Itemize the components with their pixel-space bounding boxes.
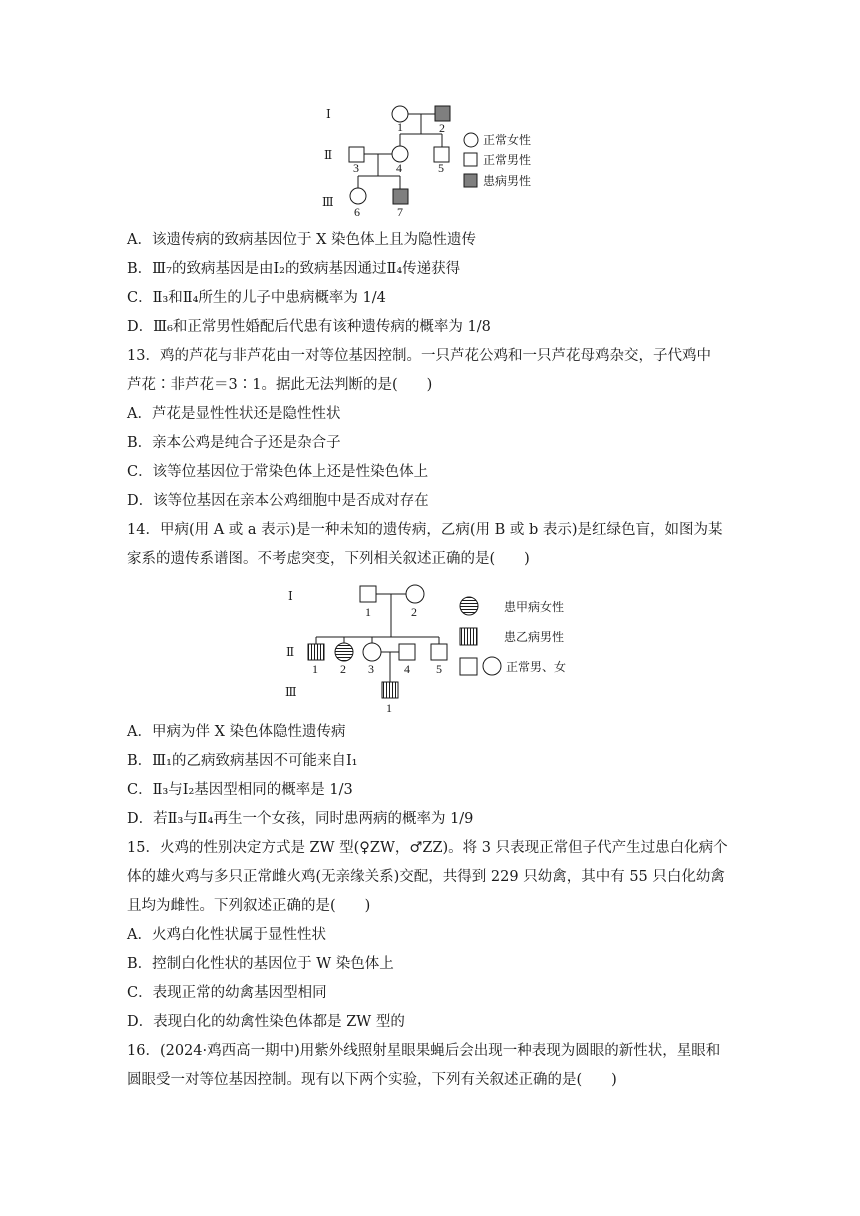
pedigree-figure-1 <box>320 96 550 224</box>
id2-II-3: 3 <box>368 662 374 676</box>
q13-option-c: C．该等位基因位于常染色体上还是性染色体上 <box>127 464 429 480</box>
id-II-3: 3 <box>353 161 359 175</box>
id2-I-2: 2 <box>411 605 417 619</box>
gen-label-3: Ⅲ <box>322 195 334 209</box>
q13-option-a: A．芦花是显性性状还是隐性性状 <box>127 406 341 422</box>
q12-option-b: B．Ⅲ₇的致病基因是由Ⅰ₂的致病基因通过Ⅱ₄传递获得 <box>127 261 461 277</box>
gen-label-2: Ⅱ <box>324 148 333 162</box>
id2-II-5: 5 <box>436 662 442 676</box>
legend-affected-male: 患病男性 <box>483 174 532 188</box>
id2-I-1: 1 <box>365 605 371 619</box>
q14-option-d: D．若Ⅱ₃与Ⅱ₄再生一个女孩，同时患两病的概率为 1/9 <box>127 811 474 827</box>
gen-label-1: Ⅰ <box>326 107 331 121</box>
legend-normal-male: 正常男性 <box>483 153 532 167</box>
q15-option-b: B．控制白化性状的基因位于 W 染色体上 <box>127 956 394 972</box>
legend2-disease-b-male: 患乙病男性 <box>504 630 565 644</box>
gen2-label-1: Ⅰ <box>288 589 293 603</box>
q13-option-b: B．亲本公鸡是纯合子还是杂合子 <box>127 435 341 451</box>
id-II-5: 5 <box>438 161 444 175</box>
q12-option-a: A．该遗传病的致病基因位于 X 染色体上且为隐性遗传 <box>127 232 477 248</box>
id2-III-1: 1 <box>386 701 392 715</box>
pedigree-figure-2 <box>280 578 580 720</box>
id-III-7: 7 <box>397 205 403 219</box>
id2-II-4: 4 <box>404 662 410 676</box>
id2-II-2: 2 <box>340 662 346 676</box>
q15-stem-line-2: 体的雄火鸡与多只正常雌火鸡(无亲缘关系)交配，共得到 229 只幼禽，其中有 55 只白化幼禽 <box>127 869 725 885</box>
q15-option-d: D．表现白化的幼禽性染色体都是 ZW 型的 <box>127 1014 405 1030</box>
q15-stem-line-3: 且均为雌性。下列叙述正确的是( ) <box>127 898 371 914</box>
q15-stem-line-1: 15．火鸡的性别决定方式是 ZW 型(♀ZW，♂ZZ)。将 3 只表现正常但子代产生过患白化病个 <box>127 840 728 856</box>
q14-option-b: B．Ⅲ₁的乙病致病基因不可能来自Ⅰ₁ <box>127 753 358 769</box>
q14-stem-line-2: 家系的遗传系谱图。不考虑突变，下列相关叙述正确的是( ) <box>127 551 530 567</box>
q14-stem-line-1: 14．甲病(用 A 或 a 表示)是一种未知的遗传病，乙病(用 B 或 b 表示)是红绿色盲，如图为某 <box>127 522 723 538</box>
q12-option-d: D．Ⅲ₆和正常男性婚配后代患有该种遗传病的概率为 1/8 <box>127 319 491 335</box>
q16-stem-line-2: 圆眼受一对等位基因控制。现有以下两个实验，下列有关叙述正确的是( ) <box>127 1072 617 1088</box>
id-II-4: 4 <box>396 161 402 175</box>
q14-option-c: C．Ⅱ₃与Ⅰ₂基因型相同的概率是 1/3 <box>127 782 353 798</box>
q12-option-c: C．Ⅱ₃和Ⅱ₄所生的儿子中患病概率为 1/4 <box>127 290 386 306</box>
legend2-normal: 正常男、女 <box>506 660 567 674</box>
q14-option-a: A．甲病为伴 X 染色体隐性遗传病 <box>127 724 346 740</box>
gen2-label-2: Ⅱ <box>286 645 295 659</box>
q16-stem-line-1: 16．(2024·鸡西高一期中)用紫外线照射星眼果蝇后会出现一种表现为圆眼的新性状，星眼和 <box>127 1043 721 1059</box>
id2-II-1: 1 <box>312 662 318 676</box>
q15-option-a: A．火鸡白化性状属于显性性状 <box>127 927 326 943</box>
gen2-label-3: Ⅲ <box>285 685 297 699</box>
legend-normal-female: 正常女性 <box>483 133 532 147</box>
id-I-1: 1 <box>397 120 403 134</box>
id-III-6: 6 <box>354 205 360 219</box>
q15-option-c: C．表现正常的幼禽基因型相同 <box>127 985 327 1001</box>
q13-stem-line-2: 芦花∶非芦花＝3∶1。据此无法判断的是( ) <box>127 377 433 393</box>
q13-stem-line-1: 13．鸡的芦花与非芦花由一对等位基因控制。一只芦花公鸡和一只芦花母鸡杂交，子代鸡中 <box>127 348 711 364</box>
id-I-2: 2 <box>439 121 445 135</box>
q13-option-d: D．该等位基因在亲本公鸡细胞中是否成对存在 <box>127 493 429 509</box>
legend2-disease-a-female: 患甲病女性 <box>504 600 565 614</box>
